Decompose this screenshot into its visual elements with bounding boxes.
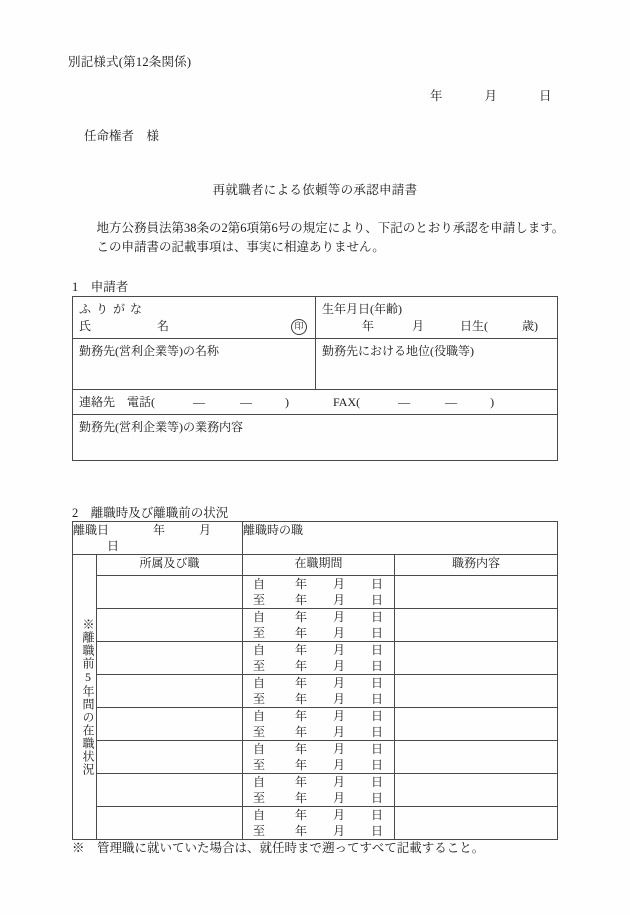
post-cell[interactable] xyxy=(97,576,243,609)
term-from-line xyxy=(243,774,394,790)
paragraph-line-1: 地方公務員法第38条の2第6項第6号の規定により、下記のとおり承認を申請します。 xyxy=(84,221,565,235)
date-month-label: 月 xyxy=(484,89,498,103)
vertical-section-label: ※離職前5年間の在職状況 xyxy=(73,555,97,840)
term-from-label: 自 xyxy=(253,709,266,723)
term-month-label: 月 xyxy=(333,725,346,739)
term-month-label: 月 xyxy=(333,676,346,690)
term-to-label: 至 xyxy=(253,593,266,607)
duties-cell[interactable] xyxy=(395,807,558,840)
term-day-label: 日 xyxy=(371,709,384,723)
business-content-cell[interactable] xyxy=(73,415,558,461)
term-to-line xyxy=(243,790,394,806)
term-day-label: 日 xyxy=(371,791,384,805)
term-day-label: 日 xyxy=(371,610,384,624)
term-year-label: 年 xyxy=(295,758,308,772)
term-month-label: 月 xyxy=(333,659,346,673)
term-cell[interactable] xyxy=(243,708,395,741)
furigana-label: ふりがな xyxy=(79,302,148,316)
leave-date-day-label: 日 xyxy=(107,539,120,553)
leave-date-month-label: 月 xyxy=(199,523,212,537)
date-day-label: 日 xyxy=(539,89,552,103)
workplace-position-cell[interactable] xyxy=(316,339,558,390)
term-from-label: 自 xyxy=(253,775,266,789)
fax-paren-close: ) xyxy=(490,395,495,409)
paragraph-line-2: この申請書の記載事項は、事実に相違ありません。 xyxy=(84,240,385,254)
term-year-label: 年 xyxy=(295,725,308,739)
term-year-label: 年 xyxy=(295,709,308,723)
tel-label: 電話( xyxy=(127,395,156,409)
workplace-position-label: 勤務先における地位(役職等) xyxy=(322,344,474,358)
seal-mark-icon xyxy=(291,317,307,335)
post-cell[interactable] xyxy=(97,807,243,840)
duties-cell[interactable] xyxy=(395,576,558,609)
term-to-label: 至 xyxy=(253,791,266,805)
term-year-label: 年 xyxy=(295,824,308,838)
applicant-table xyxy=(72,296,558,461)
table-row xyxy=(73,741,558,774)
term-day-label: 日 xyxy=(371,758,384,772)
term-from-label: 自 xyxy=(253,676,266,690)
fax-dash-1: — xyxy=(398,395,411,409)
table-row xyxy=(73,522,558,555)
duties-cell[interactable] xyxy=(395,609,558,642)
term-from-line xyxy=(243,741,394,757)
duties-cell[interactable] xyxy=(395,708,558,741)
term-day-label: 日 xyxy=(371,593,384,607)
term-month-label: 月 xyxy=(333,758,346,772)
term-day-label: 日 xyxy=(371,692,384,706)
term-cell[interactable] xyxy=(243,609,395,642)
term-from-line xyxy=(243,609,394,625)
term-year-label: 年 xyxy=(295,676,308,690)
workplace-name-cell[interactable] xyxy=(73,339,316,390)
term-month-label: 月 xyxy=(333,775,346,789)
table-row xyxy=(73,297,558,339)
term-month-label: 月 xyxy=(333,643,346,657)
term-year-label: 年 xyxy=(295,808,308,822)
term-from-line xyxy=(243,807,394,823)
term-from-line xyxy=(243,642,394,658)
term-year-label: 年 xyxy=(295,610,308,624)
section-1-heading: 1 申請者 xyxy=(72,280,129,294)
term-from-label: 自 xyxy=(253,610,266,624)
table-row xyxy=(73,415,558,461)
table-row xyxy=(73,807,558,840)
form-reference: 別記様式(第12条関係) xyxy=(68,55,192,69)
table-row xyxy=(73,708,558,741)
leave-date-label: 離職日 xyxy=(73,523,110,537)
term-from-line xyxy=(243,675,394,691)
term-cell[interactable] xyxy=(243,576,395,609)
term-day-label: 日 xyxy=(371,659,384,673)
term-to-label: 至 xyxy=(253,626,266,640)
term-day-label: 日 xyxy=(371,676,384,690)
table-row xyxy=(73,774,558,807)
table-header-row xyxy=(73,555,558,576)
table-row xyxy=(73,642,558,675)
term-to-line xyxy=(243,724,394,740)
term-month-label: 月 xyxy=(333,577,346,591)
term-day-label: 日 xyxy=(371,808,384,822)
column-header-duties: 職務内容 xyxy=(395,555,558,576)
addressee: 任命権者 様 xyxy=(84,129,160,143)
term-day-label: 日 xyxy=(371,626,384,640)
leave-date-year-label: 年 xyxy=(153,523,166,537)
term-month-label: 月 xyxy=(333,742,346,756)
table-row xyxy=(73,675,558,708)
leave-date-cell[interactable] xyxy=(73,522,243,555)
term-cell[interactable] xyxy=(243,675,395,708)
term-month-label: 月 xyxy=(333,692,346,706)
term-to-label: 至 xyxy=(253,824,266,838)
term-cell[interactable] xyxy=(243,774,395,807)
date-year-label: 年 xyxy=(430,89,443,103)
term-year-label: 年 xyxy=(295,775,308,789)
duties-cell[interactable] xyxy=(395,642,558,675)
seal-circle-icon: 印 xyxy=(291,319,307,335)
term-from-label: 自 xyxy=(253,643,266,657)
term-year-label: 年 xyxy=(295,791,308,805)
term-to-line xyxy=(243,823,394,839)
footnote: ※ 管理職に就いていた場合は、就任時まで遡ってすべて記載すること。 xyxy=(72,841,485,855)
contact-cell[interactable] xyxy=(73,390,558,415)
duties-cell[interactable] xyxy=(395,741,558,774)
body-paragraph xyxy=(84,219,564,257)
term-from-label: 自 xyxy=(253,808,266,822)
date-line xyxy=(430,86,552,104)
term-day-label: 日 xyxy=(371,742,384,756)
tel-dash-1: — xyxy=(193,395,206,409)
term-to-label: 至 xyxy=(253,725,266,739)
term-cell[interactable] xyxy=(243,807,395,840)
post-cell[interactable] xyxy=(97,642,243,675)
term-to-line xyxy=(243,691,394,707)
term-to-line xyxy=(243,625,394,641)
fax-label: FAX( xyxy=(333,395,361,409)
term-year-label: 年 xyxy=(295,659,308,673)
term-to-line xyxy=(243,658,394,674)
term-from-label: 自 xyxy=(253,577,266,591)
term-to-line xyxy=(243,592,394,608)
birth-date-label: 生年月日(年齢) xyxy=(322,302,402,316)
leave-position-cell[interactable] xyxy=(243,522,558,555)
birth-day-label: 日生( xyxy=(460,319,489,333)
birth-year-label: 年 xyxy=(362,319,375,333)
post-cell[interactable] xyxy=(97,774,243,807)
name-label: 氏 名 xyxy=(79,319,184,333)
table-row xyxy=(73,339,558,390)
duties-cell[interactable] xyxy=(395,774,558,807)
term-month-label: 月 xyxy=(333,791,346,805)
leave-position-label: 離職時の職 xyxy=(243,523,304,537)
workplace-name-label: 勤務先(営利企業等)の名称 xyxy=(79,344,219,358)
term-month-label: 月 xyxy=(333,709,346,723)
term-from-label: 自 xyxy=(253,742,266,756)
column-header-term: 在職期間 xyxy=(243,555,395,576)
term-to-line xyxy=(243,757,394,773)
birth-age-label: 歳) xyxy=(522,319,539,333)
table-row xyxy=(73,390,558,415)
post-cell[interactable] xyxy=(97,675,243,708)
term-cell[interactable] xyxy=(243,642,395,675)
term-cell[interactable] xyxy=(243,741,395,774)
table-row xyxy=(73,609,558,642)
section-2-heading: 2 離職時及び離職前の状況 xyxy=(72,506,229,520)
term-day-label: 日 xyxy=(371,577,384,591)
name-cell[interactable] xyxy=(73,297,316,339)
business-content-label: 勤務先(営利企業等)の業務内容 xyxy=(79,420,243,434)
column-header-post: 所属及び職 xyxy=(97,555,243,576)
term-from-line xyxy=(243,708,394,724)
term-month-label: 月 xyxy=(333,626,346,640)
term-to-label: 至 xyxy=(253,659,266,673)
term-day-label: 日 xyxy=(371,643,384,657)
post-cell[interactable] xyxy=(97,609,243,642)
term-year-label: 年 xyxy=(295,593,308,607)
term-year-label: 年 xyxy=(295,577,308,591)
term-day-label: 日 xyxy=(371,824,384,838)
term-from-line xyxy=(243,576,394,592)
term-year-label: 年 xyxy=(295,626,308,640)
fax-dash-2: — xyxy=(445,395,458,409)
duties-cell[interactable] xyxy=(395,675,558,708)
birth-month-label: 月 xyxy=(412,319,425,333)
term-year-label: 年 xyxy=(295,692,308,706)
term-month-label: 月 xyxy=(333,593,346,607)
term-year-label: 年 xyxy=(295,643,308,657)
document-title: 再就職者による依頼等の承認申請書 xyxy=(212,183,418,197)
tel-dash-2: — xyxy=(240,395,253,409)
term-to-label: 至 xyxy=(253,758,266,772)
contact-label: 連絡先 xyxy=(79,395,116,409)
table-row xyxy=(73,576,558,609)
term-year-label: 年 xyxy=(295,742,308,756)
birth-date-cell[interactable] xyxy=(316,297,558,339)
post-cell[interactable] xyxy=(97,708,243,741)
term-month-label: 月 xyxy=(333,610,346,624)
term-month-label: 月 xyxy=(333,824,346,838)
term-day-label: 日 xyxy=(371,725,384,739)
term-to-label: 至 xyxy=(253,692,266,706)
term-day-label: 日 xyxy=(371,775,384,789)
post-cell[interactable] xyxy=(97,741,243,774)
employment-status-table xyxy=(72,521,558,840)
term-month-label: 月 xyxy=(333,808,346,822)
tel-paren-close: ) xyxy=(285,395,290,409)
